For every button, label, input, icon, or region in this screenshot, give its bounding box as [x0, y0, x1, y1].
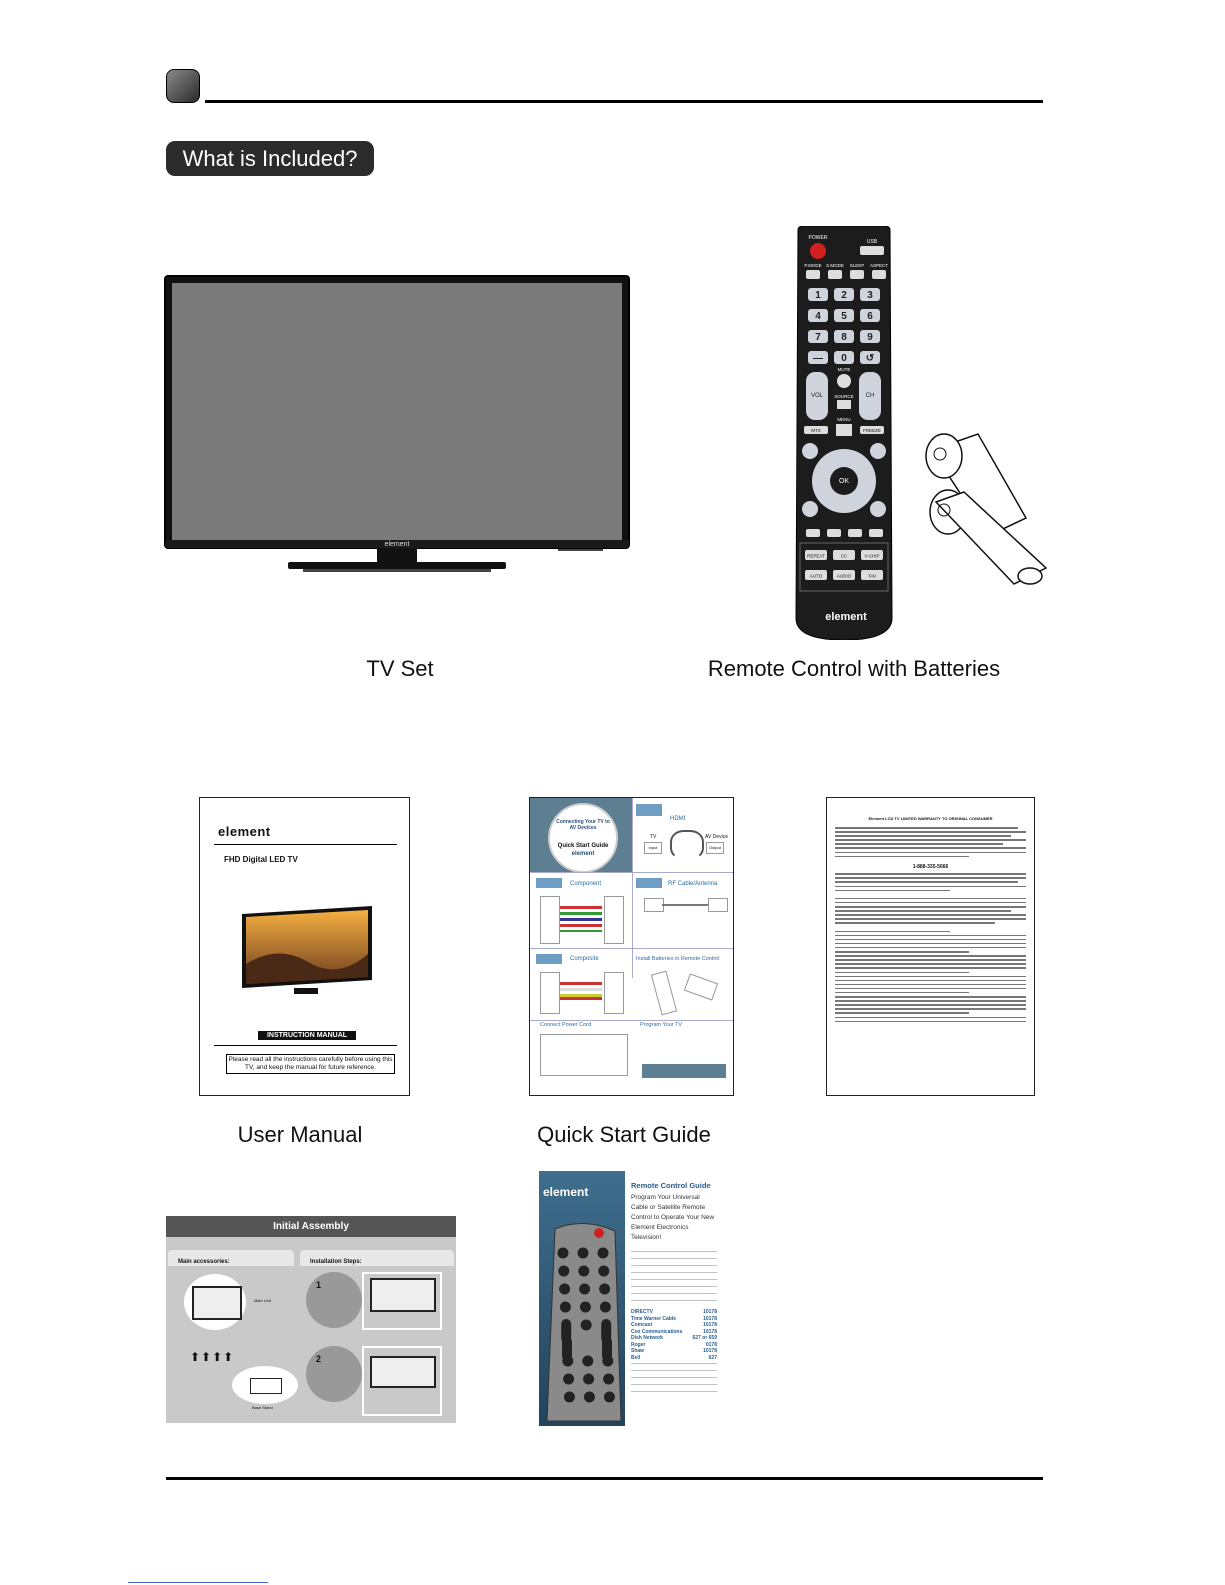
footer-rule — [166, 1477, 1043, 1480]
qsg-compo-tv-panel — [540, 972, 560, 1014]
batteries-image — [918, 430, 1050, 586]
guide-key — [583, 1374, 594, 1385]
guide-key — [579, 1284, 590, 1295]
provider-name: Time Warner Cable — [631, 1315, 677, 1322]
remote-function-label: AUDIO — [836, 573, 852, 579]
assembly-main-tv — [192, 1286, 242, 1320]
qsg-divider-1 — [530, 872, 734, 873]
assembly-main-circle — [184, 1274, 246, 1330]
warranty-line — [835, 1017, 1026, 1019]
qsg-cover-heading: Connecting Your TV to AV Devices — [556, 819, 610, 831]
section-marker — [166, 69, 200, 103]
qsg-compo-cables — [560, 982, 602, 1000]
assembly-stand-label: Base Stand — [252, 1405, 273, 1410]
remote-function-label: V-CHIP — [864, 553, 880, 559]
warranty-body — [835, 827, 1026, 1022]
guide-key — [582, 1356, 593, 1367]
qsg-panel-component: Component — [570, 881, 602, 887]
remote-function-label: AUTO — [809, 573, 823, 579]
manual-rule — [214, 844, 397, 845]
guide-key — [562, 1356, 573, 1367]
manual-rule-2 — [214, 1045, 397, 1046]
initial-assembly-image — [166, 1216, 456, 1423]
qsg-rf-output — [708, 898, 728, 912]
qsg-cover-circle — [548, 803, 618, 873]
assembly-step2-num: 2 — [316, 1354, 322, 1364]
remote-digit-label: 4 — [815, 311, 821, 322]
warranty-line — [835, 852, 1026, 854]
assembly-tab-left-label: Main accessories: — [178, 1259, 230, 1265]
qsg-panel-power: Connect Power Cord — [540, 1022, 592, 1028]
remote-top-key-label: ASPECT — [869, 263, 889, 268]
qsg-comp-tv-panel — [540, 896, 560, 944]
warranty-line — [835, 843, 1003, 845]
remote-guide-footer-text — [631, 1363, 717, 1397]
guide-key — [578, 1248, 589, 1259]
guide-key — [580, 1302, 591, 1313]
header-rule — [205, 100, 1043, 103]
assembly-step1-tv — [370, 1278, 436, 1312]
provider-row — [631, 1355, 717, 1362]
warranty-line — [835, 951, 969, 953]
section-title: What is Included? — [166, 141, 374, 176]
warranty-line — [835, 959, 1026, 961]
assembly-title: Initial Assembly — [166, 1216, 456, 1237]
assembly-stand-circle — [232, 1366, 298, 1404]
remote-digit-label: 3 — [867, 290, 873, 301]
provider-name: Dish Network — [631, 1335, 663, 1341]
remote-digit-label: 5 — [841, 311, 847, 322]
assembly-step1-circle — [306, 1272, 362, 1328]
warranty-line — [835, 873, 1026, 875]
user-manual-image — [199, 797, 410, 1096]
qsg-cover-title: Quick Start Guide — [557, 843, 609, 849]
assembly-stand-shape — [250, 1378, 282, 1394]
warranty-line — [835, 898, 1026, 900]
guide-key — [603, 1374, 614, 1385]
guide-key — [581, 1320, 592, 1331]
guide-key — [584, 1392, 595, 1403]
qsg-tag-hdmi — [636, 804, 662, 816]
warranty-line — [835, 922, 995, 924]
warranty-line — [835, 1000, 1026, 1002]
qsg-hdmi-input: Input — [644, 842, 662, 854]
warranty-line — [835, 1012, 969, 1014]
remote-guide-subtitle: Program Your Universal Cable or Satellite Remote Control to Operate Your New Element Electronics Television! — [631, 1194, 715, 1241]
warranty-line — [835, 980, 1026, 982]
warranty-line — [835, 877, 1026, 879]
remote-guide-title: Remote Control Guide — [631, 1181, 711, 1190]
source-label: SOURCE — [834, 394, 854, 399]
warranty-line — [835, 881, 1018, 883]
warranty-line — [835, 902, 1026, 904]
vol-label: VOL — [810, 393, 824, 399]
warranty-phone: 1-888-335-5666 — [912, 864, 949, 871]
remote-digit-label: 2 — [841, 290, 847, 301]
provider-name: Comcast — [631, 1322, 653, 1328]
manual-subtitle: FHD Digital LED TV — [224, 855, 298, 864]
guide-key — [598, 1266, 609, 1277]
qsg-hdmi-tv: TV — [650, 834, 657, 840]
remote-function-label: CC — [840, 553, 848, 559]
qsg-hdmi-av: AV Device — [705, 834, 728, 840]
remote-function-label: REPEAT — [807, 553, 825, 559]
warranty-title: Element LCD TV LIMITED WARRANTY TO ORIGINAL CONSUMER — [868, 816, 993, 821]
provider-code: 10178 — [703, 1348, 717, 1354]
warranty-line — [835, 856, 969, 858]
qsg-hdmi-cable — [670, 830, 704, 860]
remote-control-image — [792, 226, 896, 640]
manual-tv-photo — [238, 904, 376, 1000]
guide-key — [563, 1374, 574, 1385]
warranty-line — [835, 910, 1011, 912]
warranty-line — [835, 996, 1026, 998]
remote-guide-image — [539, 1171, 721, 1426]
warranty-line — [835, 931, 950, 933]
warranty-line — [835, 963, 1026, 965]
warranty-line — [835, 839, 1026, 841]
remote-digit-label: ↺ — [865, 353, 875, 364]
tv-set-image — [163, 274, 631, 576]
guide-key — [599, 1284, 610, 1295]
warranty-line — [835, 992, 969, 994]
warranty-line — [835, 939, 1026, 941]
remote-top-key — [806, 270, 820, 279]
qsg-divider-2 — [530, 948, 734, 949]
provider-code: 627 or 659 — [692, 1335, 717, 1341]
guide-key — [604, 1392, 615, 1403]
remote-top-key — [850, 270, 864, 279]
warranty-image — [826, 797, 1035, 1096]
menu-label: MENU — [837, 417, 851, 422]
guide-key — [598, 1248, 609, 1259]
provider-name: Bell — [631, 1354, 641, 1361]
warranty-line — [835, 972, 969, 974]
qsg-panel-hdmi: HDMI — [670, 816, 686, 822]
caption-user-manual: User Manual — [237, 1122, 363, 1147]
provider-name: DIRECTV — [631, 1309, 653, 1315]
assembly-main-label: Main Unit — [254, 1298, 271, 1303]
qsg-panel-batteries: Install Batteries in Remote Control — [636, 956, 720, 962]
qsg-compo-av-panel — [604, 972, 624, 1014]
qsg-cover-brand: element — [571, 851, 595, 857]
provider-code: 10178 — [703, 1315, 717, 1322]
guide-key — [578, 1266, 589, 1277]
qsg-power-diagram — [540, 1034, 628, 1076]
manual-brand: element — [218, 824, 271, 839]
warranty-line — [835, 914, 1026, 916]
qsg-panel-composite: Composite — [570, 956, 599, 962]
remote-digit-label: 9 — [867, 332, 873, 343]
warranty-line — [835, 947, 1026, 949]
provider-name: Shaw — [631, 1348, 645, 1354]
qsg-tag-composite — [536, 954, 562, 964]
caption-quick-start: Quick Start Guide — [537, 1122, 711, 1147]
guide-key — [558, 1248, 569, 1259]
qsg-panel-rf: RF Cable/Antenna — [668, 881, 718, 887]
assembly-tab-right-label: Installation Steps: — [310, 1259, 362, 1265]
warranty-line — [835, 984, 1026, 986]
remote-top-key-label: SLEEP — [849, 263, 865, 268]
warranty-line — [835, 847, 1026, 849]
remote-digit-label: 1 — [815, 290, 821, 301]
qsg-panel-program: Program Your TV — [640, 1022, 683, 1028]
power-label: POWER — [808, 235, 828, 241]
remote-digit-label: 7 — [815, 332, 821, 343]
remote-guide-remote — [545, 1221, 623, 1426]
remote-top-key-label: S.MODE — [826, 263, 844, 268]
guide-key — [600, 1302, 611, 1313]
guide-key — [559, 1284, 570, 1295]
qsg-battery-cell — [684, 973, 718, 1000]
mute-label: MUTE — [837, 367, 851, 372]
assembly-tab-left — [168, 1250, 294, 1266]
warranty-line — [835, 988, 1026, 990]
remote-top-key — [872, 270, 886, 279]
qsg-help-box — [642, 1064, 726, 1078]
manual-note: Please read all the instructions carefully before using this TV, and keep the manual for future reference. — [226, 1054, 395, 1074]
provider-code: 627 — [708, 1354, 717, 1361]
ok-label: OK — [838, 478, 850, 485]
qsg-divider-3 — [530, 1020, 734, 1021]
mts-label: MTS — [811, 428, 821, 433]
warranty-line — [835, 1004, 1026, 1006]
warranty-line — [835, 955, 1026, 957]
warranty-line — [835, 976, 1026, 978]
caption-tv-set: TV Set — [366, 656, 434, 681]
remote-digit-label: 8 — [841, 332, 847, 343]
qsg-rf-cable — [662, 904, 708, 906]
tv-brand: element — [384, 541, 410, 548]
remote-guide-providers — [631, 1309, 717, 1361]
assembly-tab-right — [300, 1250, 454, 1266]
qsg-divider-v — [632, 798, 633, 978]
remote-digit-label: 6 — [867, 311, 873, 322]
provider-name: Cox Communications — [631, 1328, 683, 1335]
footer-link-underline — [128, 1582, 268, 1583]
remote-top-key-label: P.MODE — [804, 263, 822, 268]
warranty-line — [835, 886, 1026, 888]
remote-guide-brand: element — [543, 1185, 589, 1199]
caption-remote: Remote Control with Batteries — [707, 656, 1001, 681]
warranty-line — [835, 890, 950, 892]
assembly-step2-tv — [370, 1356, 436, 1388]
freeze-label: FREEZE — [863, 428, 881, 433]
usb-label: USB — [866, 239, 878, 245]
provider-code: 10178 — [703, 1328, 717, 1335]
guide-key — [602, 1356, 613, 1367]
remote-digit-label: — — [813, 353, 823, 364]
remote-digit-label: 0 — [841, 353, 847, 364]
provider-name: Roger — [631, 1341, 646, 1348]
assembly-step1-num: 1 — [316, 1280, 322, 1290]
warranty-line — [835, 943, 1026, 945]
warranty-line — [835, 967, 1026, 969]
qsg-tag-component — [536, 878, 562, 888]
qsg-comp-av-panel — [604, 896, 624, 944]
guide-key — [560, 1302, 571, 1313]
guide-key — [558, 1266, 569, 1277]
quick-start-guide-image — [529, 797, 734, 1096]
assembly-step1-box — [362, 1272, 442, 1330]
guide-key — [564, 1392, 575, 1403]
assembly-step2-box — [362, 1346, 442, 1416]
assembly-screws: ⬆⬆⬆⬆ — [190, 1350, 235, 1364]
qsg-hdmi-output: Output — [706, 842, 724, 854]
warranty-line — [835, 906, 1026, 908]
warranty-line — [835, 935, 1026, 937]
remote-function-label: TAV — [867, 573, 877, 579]
manual-banner: INSTRUCTION MANUAL — [258, 1031, 356, 1040]
warranty-line — [835, 918, 1026, 920]
provider-code: 10178 — [703, 1322, 717, 1328]
qsg-battery-remote — [651, 971, 677, 1016]
warranty-line — [835, 831, 1026, 833]
provider-code: 0178 — [705, 1341, 717, 1348]
qsg-tag-rf — [636, 878, 662, 888]
qsg-rf-input — [644, 898, 664, 912]
remote-brand: element — [825, 611, 867, 623]
remote-top-key — [828, 270, 842, 279]
ch-label: CH — [865, 393, 875, 399]
warranty-line — [835, 1021, 1026, 1023]
assembly-step2-circle — [306, 1346, 362, 1402]
qsg-comp-cables — [560, 906, 602, 932]
provider-code: 10178 — [703, 1309, 717, 1315]
warranty-line — [835, 835, 1011, 837]
remote-guide-intro — [631, 1251, 717, 1305]
warranty-line — [835, 1008, 1026, 1010]
warranty-line — [835, 827, 1018, 829]
